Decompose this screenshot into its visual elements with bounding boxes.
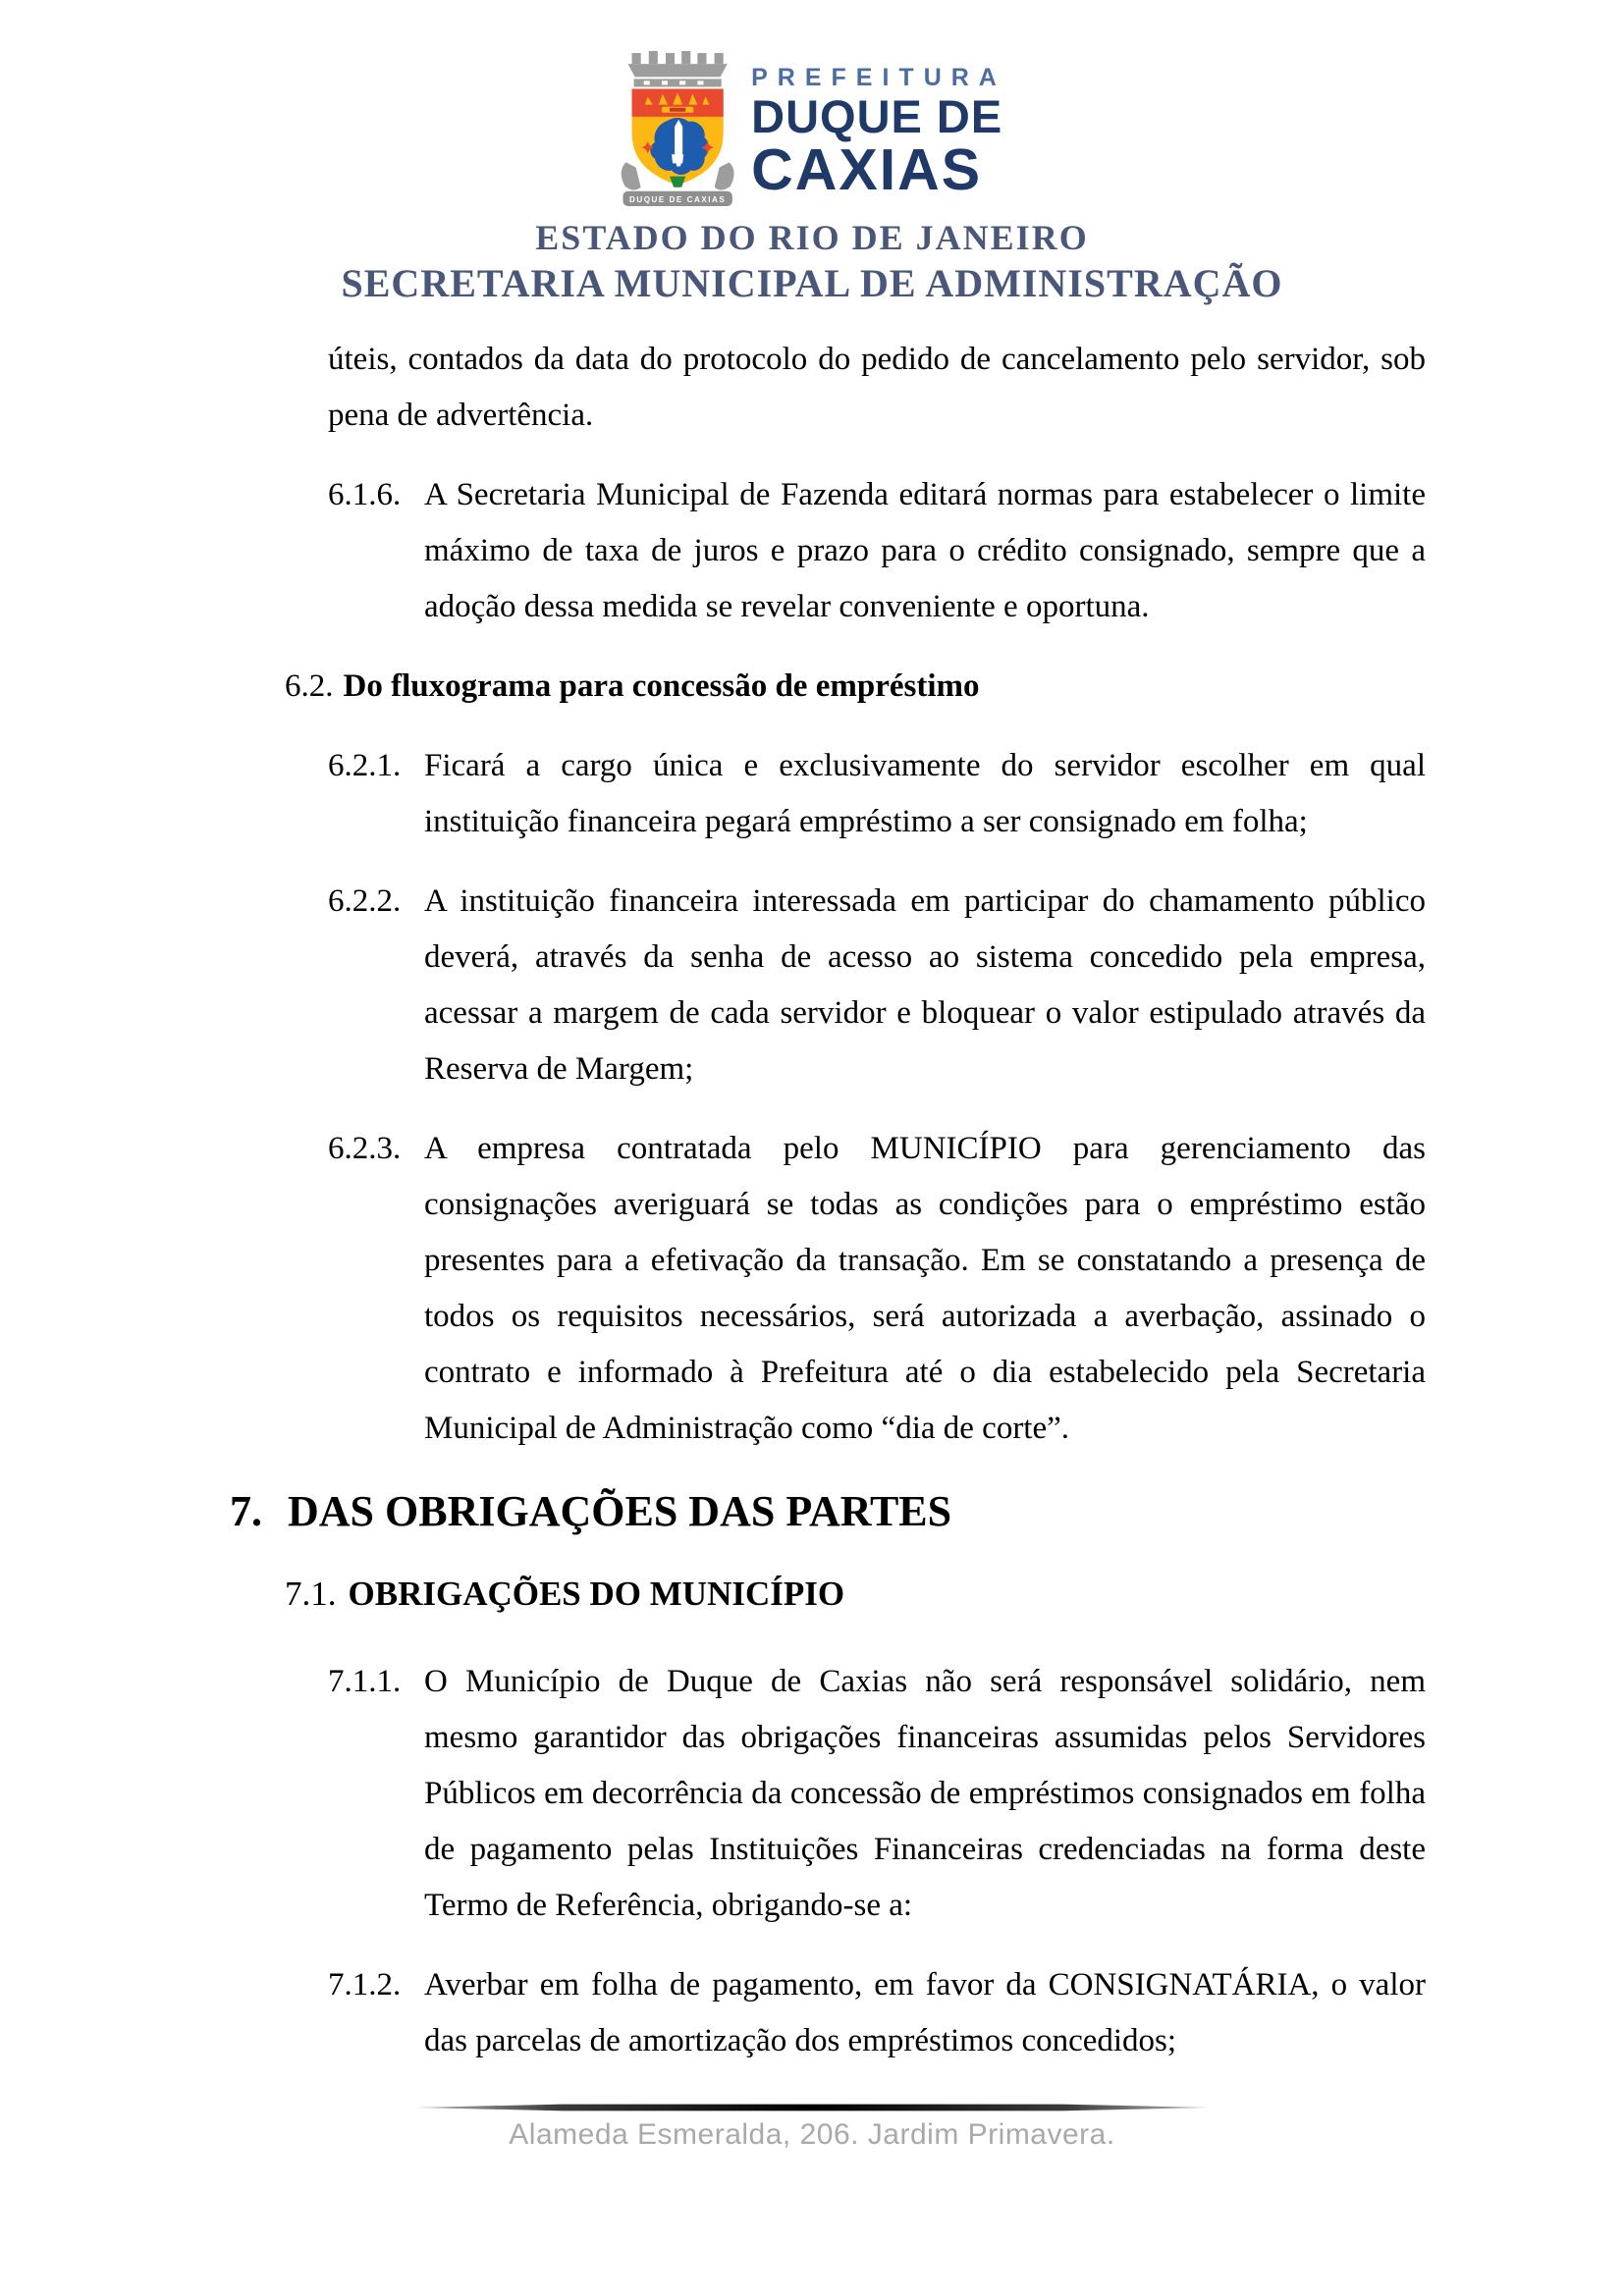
section-heading [230,1486,1426,1538]
brand-prefeitura: PREFEITURA [751,64,1006,92]
item-text: A instituição financeira interessada em participar do chamamento público deverá, através da senha de acesso ao sistema concedido pela empresa, acessar a margem de cada servidor e bloquear o valor estipulado através da Reserva de Margem; [424,883,1426,1087]
numbered-item [328,1654,1426,1934]
numbered-item [328,1121,1426,1457]
numbered-item [328,874,1426,1097]
item-number: 7. [230,1487,262,1535]
section-heading [285,1574,1426,1615]
item-number: 6.2. [285,668,334,704]
secretariat-title: SECRETARIA MUNICIPAL DE ADMINISTRAÇÃO [341,261,1283,305]
crest-shield [632,88,724,187]
municipal-crest-icon [618,51,737,210]
brand-wordmark [751,64,1006,202]
item-number: 7.1. [285,1574,337,1613]
numbered-item [328,467,1426,635]
paragraph [328,332,1426,444]
item-number: 6.2.3. [328,1131,402,1166]
document-body [230,332,1426,2093]
state-title: ESTADO DO RIO DE JANEIRO [535,218,1089,257]
item-text: úteis, contados da data do protocolo do pedido de cancelamento pelo servidor, sob pena de advertência. [328,342,1426,433]
crest-banner [623,191,731,206]
brand-caxias: CAXIAS [751,136,983,202]
footer-address: Alameda Esmeralda, 206. Jardim Primavera. [509,2118,1115,2151]
prefeitura-logo [618,51,1006,210]
numbered-item [328,1957,1426,2069]
government-header [0,216,1624,307]
item-number: 6.1.6. [328,477,402,512]
item-text: DAS OBRIGAÇÕES DAS PARTES [288,1487,952,1535]
item-text: OBRIGAÇÕES DO MUNICÍPIO [348,1574,845,1613]
numbered-item [328,738,1426,850]
crest-banner-text: DUQUE DE CAXIAS [628,194,727,204]
item-number: 7.1.2. [328,1966,402,2002]
item-number: 7.1.1. [328,1663,402,1699]
item-number: 6.2.2. [328,883,402,919]
item-text: A Secretaria Municipal de Fazenda editará normas para estabelecer o limite máximo de taxa de juros e prazo para o crédito consignado, sempre que a adoção dessa medida se revelar conveniente e oportuna. [424,477,1426,624]
section-heading [285,659,1426,715]
item-text: O Município de Duque de Caxias não será responsável solidário, nem mesmo garantidor das obrigações financeiras assumidas pelos Servidores Públicos em decorrência da concessão de empréstimos consignados em folha de pagamento pelas Instituições Financeiras credenciadas na forma deste Termo de Referência, obrigando-se a: [424,1663,1426,1923]
item-text: A empresa contratada pelo MUNICÍPIO para gerenciamento das consignações averiguará se todas as condições para o empréstimo estão presentes para a efetivação da transação. Em se constatando a presença de todos os requisitos necessários, será autorizada a averbação, assinado o contrato e informado à Prefeitura até o dia estabelecido pela Secretaria Municipal de Administração como “dia de corte”. [424,1131,1426,1446]
crest-crown [628,51,728,86]
page-footer [0,2103,1624,2152]
brand-duque-de: DUQUE DE [751,89,1003,142]
footer-divider [415,2103,1209,2112]
item-text: Ficará a cargo única e exclusivamente do servidor escolher em qual instituição financeira pegará empréstimo a ser consignado em folha; [424,748,1426,839]
item-text: Do fluxograma para concessão de empréstimo [343,668,980,704]
item-text: Averbar em folha de pagamento, em favor da CONSIGNATÁRIA, o valor das parcelas de amortização dos empréstimos concedidos; [424,1966,1426,2058]
item-number: 6.2.1. [328,748,402,783]
